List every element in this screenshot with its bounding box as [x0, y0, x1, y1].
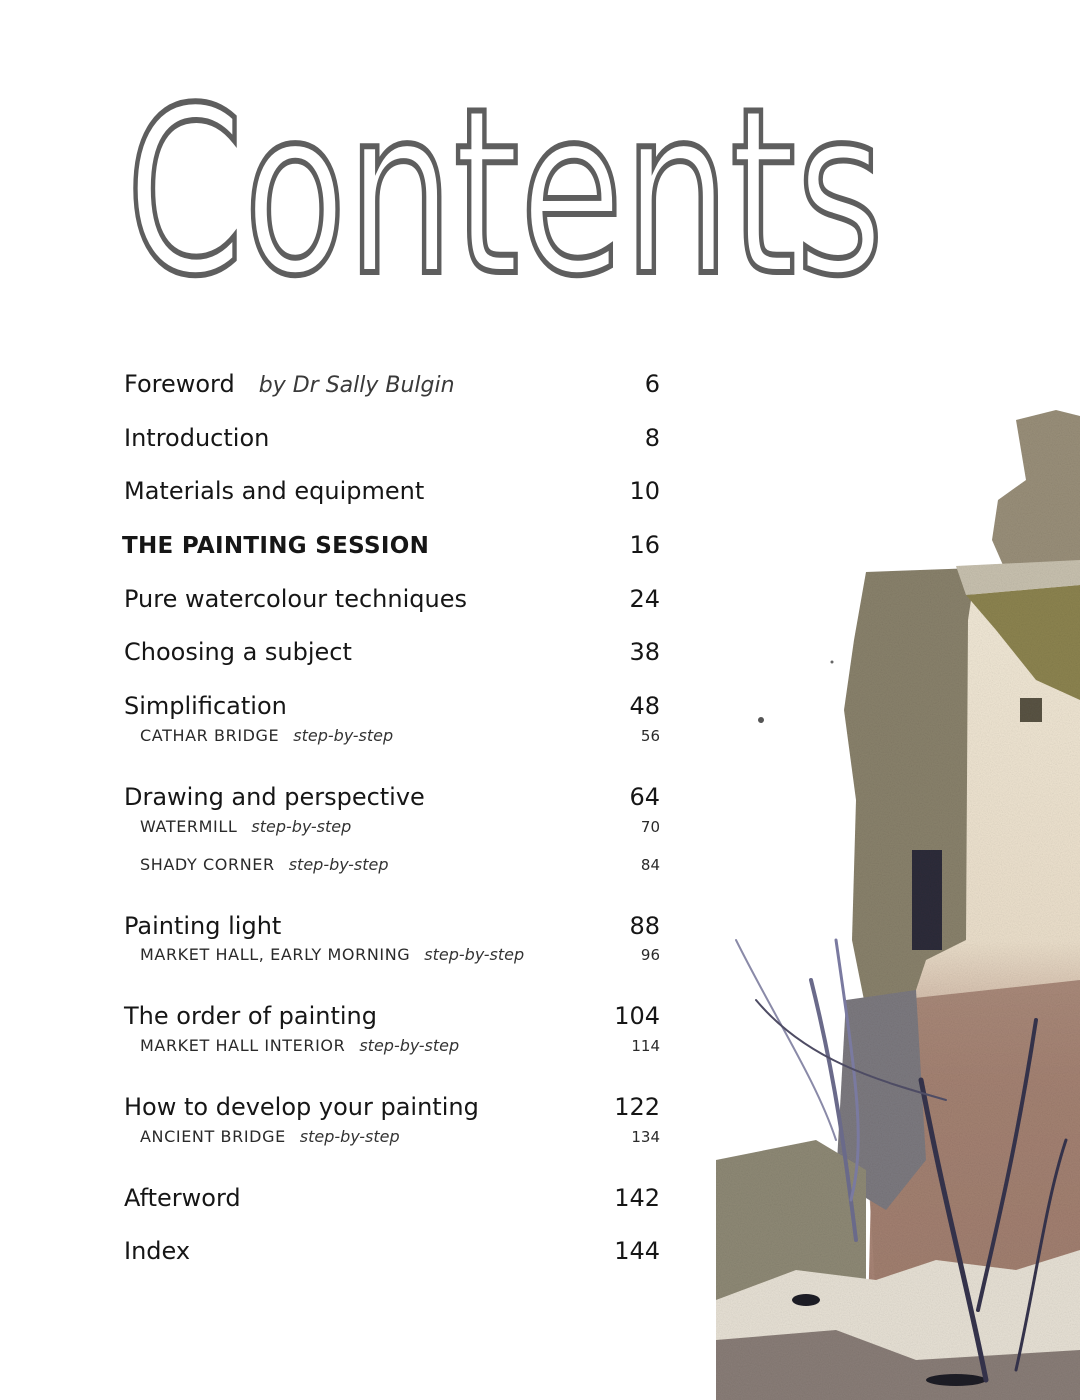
table-of-contents	[124, 360, 660, 1281]
toc-entry-materials[interactable]	[124, 467, 660, 521]
page-title	[124, 60, 904, 327]
toc-subentry-title: SHADY CORNER	[140, 854, 275, 874]
toc-entry-afterword[interactable]	[124, 1174, 660, 1228]
toc-subentry-page: 114	[631, 1036, 660, 1055]
toc-entry-page: 24	[629, 584, 660, 613]
toc-subentry-title: ANCIENT BRIDGE	[140, 1126, 286, 1146]
toc-entry-page: 122	[614, 1092, 660, 1121]
toc-entry-page: 6	[644, 370, 660, 398]
watercolour-illustration	[716, 380, 1080, 1400]
ink-blot	[792, 1294, 820, 1306]
toc-entry-pure-watercolour[interactable]	[124, 575, 660, 629]
toc-subentry-ancient-bridge[interactable]	[124, 1121, 660, 1174]
toc-subentry-market-hall-morning[interactable]	[124, 939, 660, 992]
toc-subentry-page: 96	[640, 946, 660, 965]
toc-entry-choosing-subject[interactable]	[124, 628, 660, 682]
step-by-step-tag: step-by-step	[293, 725, 394, 745]
toc-entry-title: Painting light	[124, 911, 282, 940]
toc-subentry-title: MARKET HALL INTERIOR	[140, 1035, 346, 1055]
page-title-text: Contents	[126, 60, 884, 327]
toc-entry-page: 88	[629, 911, 660, 940]
step-by-step-tag: step-by-step	[251, 816, 352, 836]
paint-speck	[831, 661, 834, 664]
step-by-step-tag: step-by-step	[359, 1035, 460, 1055]
toc-entry-introduction[interactable]	[124, 414, 660, 468]
toc-entry-title: Index	[124, 1237, 191, 1266]
toc-entry-page: 142	[614, 1183, 660, 1212]
toc-entry-page: 144	[614, 1237, 660, 1266]
toc-entry-label	[124, 360, 455, 410]
window-dark	[912, 850, 942, 950]
toc-entry-page: 48	[629, 692, 660, 721]
toc-subentry-title: WATERMILL	[140, 816, 238, 836]
toc-subentry-title: CATHAR BRIDGE	[140, 725, 280, 745]
toc-entry-title: THE PAINTING SESSION	[122, 533, 430, 560]
toc-entry-page: 64	[629, 782, 660, 811]
toc-subentry-title: MARKET HALL, EARLY MORNING	[140, 945, 411, 965]
window-small	[1020, 698, 1042, 722]
toc-entry-title: How to develop your painting	[124, 1092, 479, 1121]
step-by-step-tag: step-by-step	[299, 1126, 400, 1146]
toc-subentry-watermill[interactable]	[124, 811, 660, 849]
toc-subentry-page: 56	[640, 726, 660, 745]
toc-subentry-market-hall-interior[interactable]	[124, 1030, 660, 1083]
toc-entry-title: Foreword	[124, 370, 235, 398]
toc-entry-page: 104	[614, 1002, 660, 1031]
toc-subentry-page: 134	[631, 1127, 660, 1146]
toc-entry-byline: by Dr Sally Bulgin	[258, 373, 455, 398]
toc-entry-page: 8	[644, 423, 660, 452]
toc-entry-page: 16	[629, 531, 660, 560]
upper-wall-shape	[992, 410, 1080, 572]
toc-entry-title: Drawing and perspective	[124, 782, 425, 811]
toc-entry-title: Pure watercolour techniques	[124, 584, 467, 613]
toc-subentry-shady-corner[interactable]	[124, 849, 660, 902]
toc-subentry-cathar-bridge[interactable]	[124, 720, 660, 773]
toc-entry-title: Choosing a subject	[124, 638, 352, 667]
toc-entry-page: 38	[629, 638, 660, 667]
paint-speck	[758, 717, 764, 723]
toc-entry-painting-session[interactable]	[124, 521, 660, 575]
step-by-step-tag: step-by-step	[288, 854, 389, 874]
ink-blot	[926, 1374, 986, 1386]
toc-entry-title: Materials and equipment	[124, 477, 425, 506]
toc-entry-foreword[interactable]	[124, 360, 660, 414]
toc-entry-title: Simplification	[124, 692, 287, 721]
step-by-step-tag: step-by-step	[424, 945, 525, 965]
toc-subentry-page: 84	[640, 855, 660, 874]
toc-entry-page: 10	[629, 477, 660, 506]
toc-entry-title: Introduction	[124, 423, 270, 452]
toc-entry-title: The order of painting	[124, 1002, 377, 1031]
toc-entry-index[interactable]	[124, 1227, 660, 1281]
toc-subentry-page: 70	[640, 817, 660, 836]
toc-entry-title: Afterword	[124, 1183, 241, 1212]
